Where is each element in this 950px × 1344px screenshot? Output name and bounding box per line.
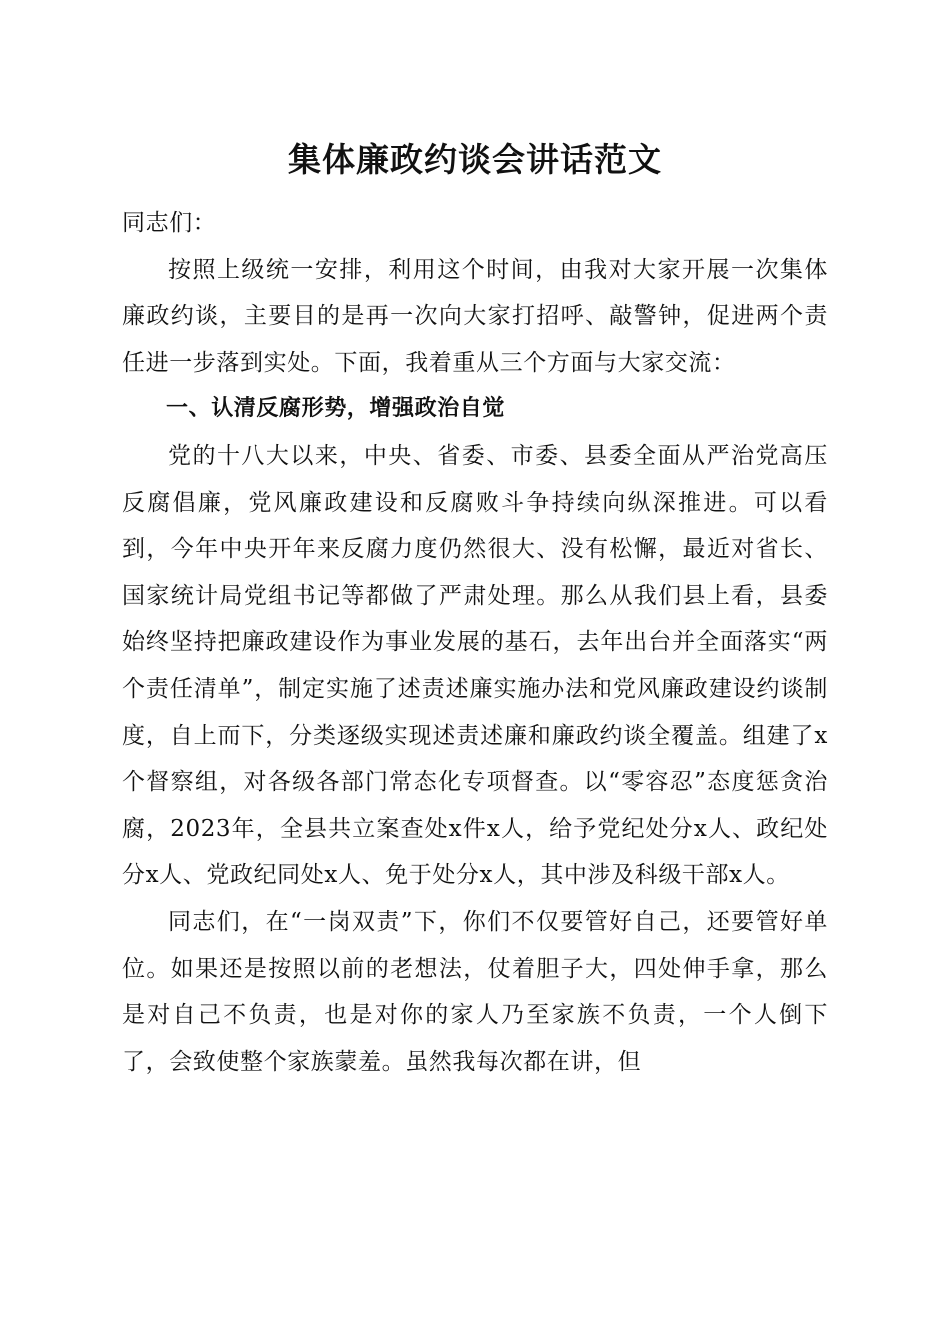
document-body [122,200,828,1085]
salutation: 同志们： [122,210,217,236]
intro-paragraph: 按照上级统一安排，利用这个时间，由我对大家开展一次集体廉政约谈，主要目的是再一次向大家打招呼、敲警钟，促进两个责任进一步落到实处。下面，我着重从三个方面与大家交流： [122,256,828,376]
section-heading-1: 一、认清反腐形势，增强政治自觉 [166,396,506,422]
document-title: 集体廉政约谈会讲话范文 [288,140,662,179]
body-paragraph: 同志们，在“一岗双责”下，你们不仅要管好自己，还要管好单位。如果还是按照以前的老想法，仗着胆子大，四处伸手拿，那么是对自己不负责，也是对你的家人乃至家族不负责，一个人倒下了，会致使整个家族蒙羞。虽然我每次都在讲，但 [122,908,828,1075]
body-paragraph: 党的十八大以来，中央、省委、市委、县委全面从严治党高压反腐倡廉，党风廉政建设和反腐败斗争持续向纵深推进。可以看到，今年中央开年来反腐力度仍然很大、没有松懈，最近对省长、国家统计局党组书记等都做了严肃处理。那么从我们县上看，县委始终坚持把廉政建设作为事业发展的基石，去年出台并全面落实“两个责任清单”，制定实施了述责述廉实施办法和党风廉政建设约谈制度，自上而下，分类逐级实现述责述廉和廉政约谈全覆盖。组建了x个督察组，对各级各部门常态化专项督查。以“零容忍”态度惩贪治腐，2023年，全县共立案查处x件x人，给予党纪处分x人、政纪处分x人、党政纪同处x人、免于处分x人，其中涉及科级干部x人。 [122,442,828,889]
